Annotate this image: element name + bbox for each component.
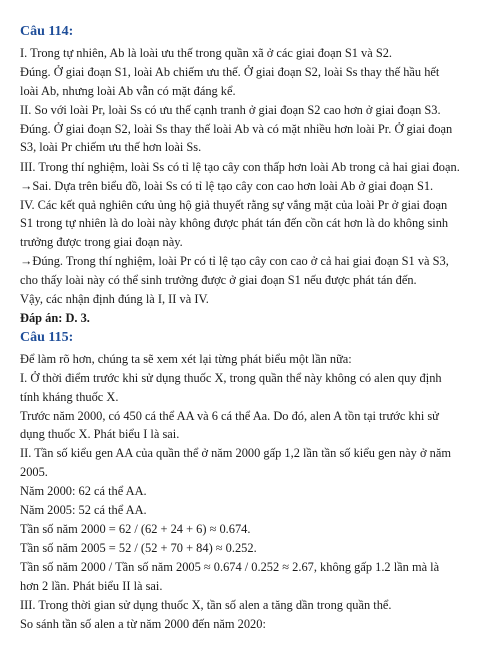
question-114-heading: Câu 114: (20, 24, 74, 39)
paragraph: I. Trong tự nhiên, Ab là loài ưu thế trong quần xã ở các giai đoạn S1 và S2. (20, 46, 393, 60)
paragraph: Tần số năm 2000 / Tần số năm 2005 ≈ 0.674 / 0.252 ≈ 2.67, không gấp 1.2 lần mà là hơn 2 lần. Phát biểu II là sai. (20, 560, 440, 594)
answer-line: Đáp án: D. 3. (20, 310, 90, 325)
question-115-body (20, 350, 460, 634)
paragraph: →Sai. Dựa trên biểu đồ, loài Ss có tỉ lệ tạo cây con cao hơn loài Ab ở giai đoạn S1. (20, 178, 434, 193)
paragraph: II. Tần số kiểu gen AA của quần thể ở năm 2000 gấp 1,2 lần tần số kiểu gen này ở năm 2005. (20, 446, 451, 479)
paragraph: Năm 2000: 62 cá thể AA. (20, 484, 147, 499)
question-114-body (20, 44, 460, 327)
paragraph: Tần số năm 2000 = 62 / (62 + 24 + 6) ≈ 0.674. (20, 522, 251, 537)
paragraph: Đúng. Ở giai đoạn S1, loài Ab chiếm ưu thế. Ở giai đoạn S2, loài Ss thay thế hầu hết loài Ab, nhưng loài Ab vẫn có mặt đáng kể. (20, 65, 440, 98)
paragraph: III. Trong thời gian sử dụng thuốc X, tần số alen a tăng dần trong quần thể. (20, 598, 392, 613)
paragraph: III. Trong thí nghiệm, loài Ss có tỉ lệ tạo cây con thấp hơn loài Ab trong cả hai giai đoạn. (20, 159, 460, 174)
paragraph: Năm 2005: 52 cá thể AA. (20, 503, 147, 518)
question-115-heading: Câu 115: (20, 329, 74, 345)
paragraph: Trước năm 2000, có 450 cá thể AA và 6 cá thể Aa. Do đó, alen A tồn tại trước khi sử dụng thuốc X. Phát biểu I là sai. (20, 408, 439, 442)
paragraph: So sánh tần số alen a từ năm 2000 đến năm 2020: (20, 617, 266, 632)
paragraph: Tần số năm 2005 = 52 / (52 + 70 + 84) ≈ 0.252. (20, 541, 257, 556)
paragraph: II. So với loài Pr, loài Ss có ưu thế cạnh tranh ở giai đoạn S2 cao hơn ở giai đoạn S3. (20, 102, 441, 117)
paragraph: Để làm rõ hơn, chúng ta sẽ xem xét lại từng phát biểu một lần nữa: (20, 351, 352, 366)
paragraph: Vậy, các nhận định đúng là I, II và IV. (20, 291, 209, 306)
paragraph: I. Ở thời điểm trước khi sử dụng thuốc X, trong quần thể này không có alen quy định tính kháng thuốc X. (20, 371, 442, 404)
paragraph: Đúng. Ở giai đoạn S2, loài Ss thay thế loài Ab và có mặt nhiều hơn loài Pr. Ở giai đoạn S3, loài Pr chiếm ưu thế hơn loài Ss. (20, 121, 453, 155)
paragraph: IV. Các kết quả nghiên cứu ủng hộ giả thuyết rằng sự vắng mặt của loài Pr ở giai đoạn S1 trong tự nhiên là do loài này không được phát tán đến cồn cát hơn là do không sinh trưởng được trong giai đoạn này. (20, 197, 449, 249)
paragraph: →Đúng. Trong thí nghiệm, loài Pr có tỉ lệ tạo cây con cao ở cả hai giai đoạn S1 và S3, cho thấy loài này có thể sinh trưởng được ở giai đoạn S1 nếu được phát tán đến. (20, 254, 449, 287)
